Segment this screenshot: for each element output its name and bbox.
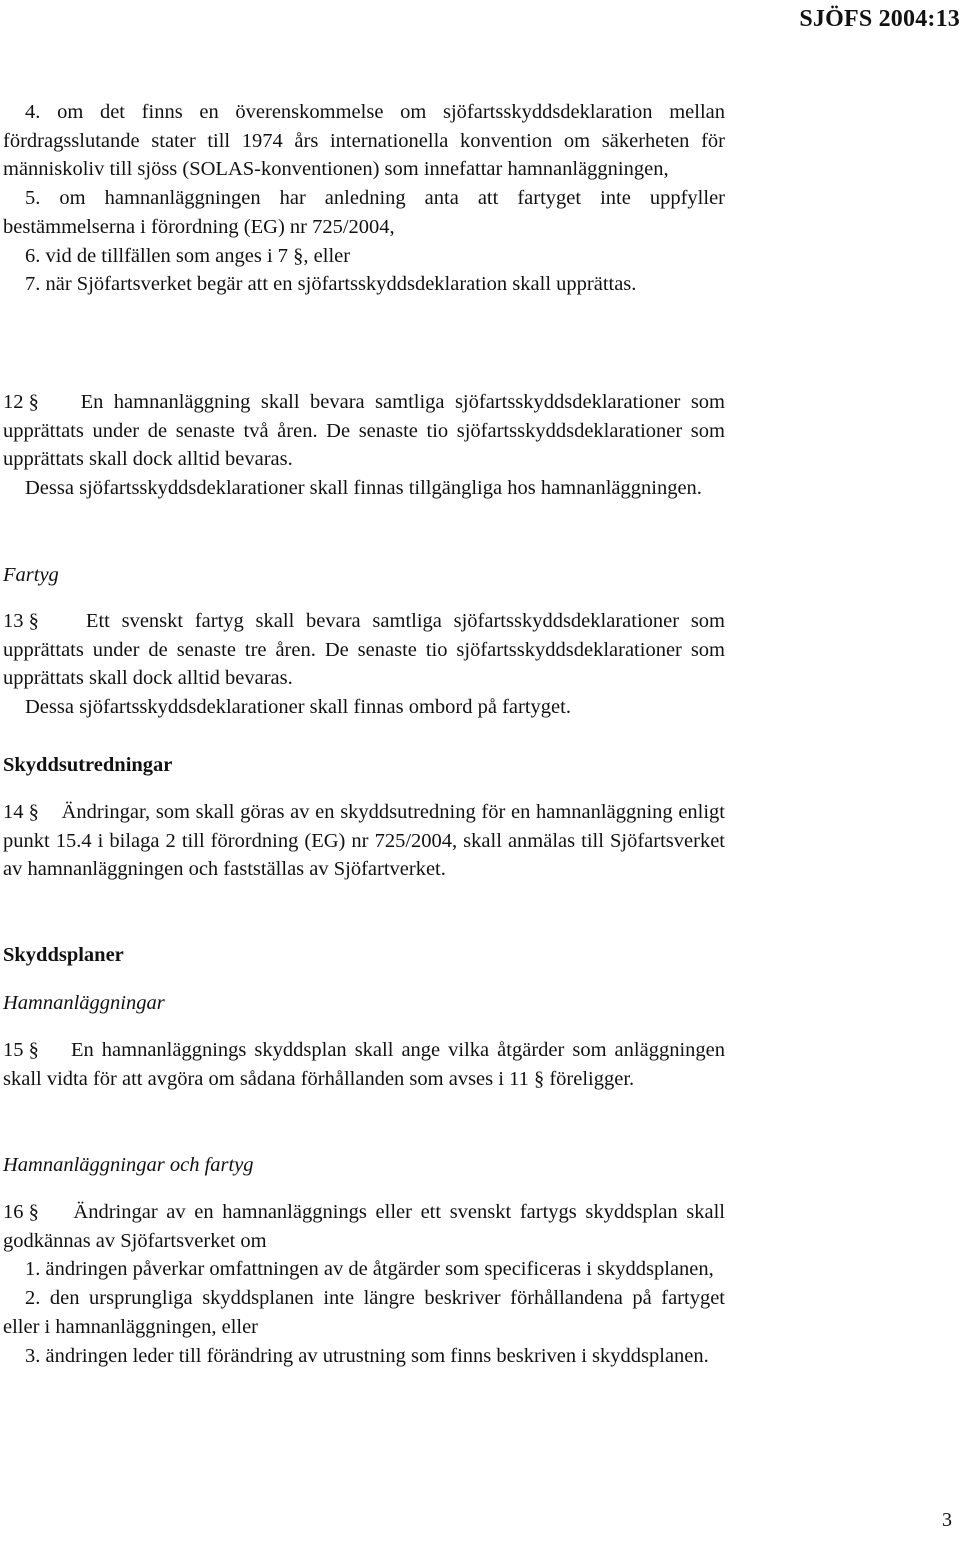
list-items-4-7 (3, 98, 725, 299)
list-item: 1. ändringen påverkar omfattningen av de åtgärder som specificeras i skyddsplanen, (25, 1258, 714, 1281)
section-number: 12 § (3, 391, 39, 413)
page-number: 3 (942, 1509, 952, 1531)
subheading-hamnanlaggningar-och-fartyg: Hamnanläggningar och fartyg (3, 1154, 254, 1176)
section-text: Ändringar, som skall göras av en skyddsutredning för en hamnanläggning enligt punkt 15.4 i bilaga 2 till förordning (EG) nr 725/2004, skall anmälas till Sjöfartsverket av hamnanläggningen och fastställas av Sjöfartverket. (3, 801, 725, 881)
subheading-fartyg: Fartyg (3, 564, 59, 586)
section-text: En hamnanläggning skall bevara samtliga sjöfartsskyddsdeklarationer som upprättats under de senaste två åren. De senaste tio sjöfartsskyddsdeklarationer som upprättats skall dock alltid bevaras. (3, 391, 725, 471)
list-item: 2. den ursprungliga skyddsplanen inte längre beskriver förhållandena på fartyget eller i hamnanläggningen, eller (3, 1287, 725, 1338)
section-14 (3, 798, 725, 884)
section-13 (3, 607, 725, 722)
heading-skyddsplaner: Skyddsplaner (3, 944, 124, 966)
section-number: 15 § (3, 1039, 39, 1061)
list-item: 4. om det finns en överenskommelse om sjöfartsskyddsdeklaration mellan fördragsslutande stater till 1974 års internationella konvention om säkerheten för människoliv till sjöss (SOLAS-konventionen) som innefattar hamnanläggningen, (3, 101, 725, 181)
section-text: Ändringar av en hamnanläggnings eller ett svenskt fartygs skyddsplan skall godkännas av Sjöfartsverket om (3, 1201, 725, 1252)
section-text: Ett svenskt fartyg skall bevara samtliga sjöfartsskyddsdeklarationer som upprättats under de senaste tre åren. De senaste tio sjöfartsskyddsdeklarationer som upprättats skall dock alltid bevaras. (3, 610, 726, 690)
list-item: 5. om hamnanläggningen har anledning anta att fartyget inte uppfyller bestämmelserna i förordning (EG) nr 725/2004, (3, 187, 725, 238)
heading-skyddsutredningar: Skyddsutredningar (3, 754, 173, 776)
document-header: SJÖFS 2004:13 (799, 6, 960, 32)
section-number: 14 § (3, 801, 39, 823)
section-text: Dessa sjöfartsskyddsdeklarationer skall finnas ombord på fartyget. (25, 696, 571, 719)
subheading-hamnanlaggningar: Hamnanläggningar (3, 992, 165, 1014)
section-15 (3, 1036, 725, 1093)
section-text: En hamnanläggnings skyddsplan skall ange vilka åtgärder som anläggningen skall vidta för att avgöra om sådana förhållanden som avses i 11 § föreligger. (3, 1039, 725, 1090)
section-number: 16 § (3, 1201, 39, 1223)
list-item: 3. ändringen leder till förändring av utrustning som finns beskriven i skyddsplanen. (25, 1344, 709, 1367)
section-text: Dessa sjöfartsskyddsdeklarationer skall finnas tillgängliga hos hamnanläggningen. (25, 477, 702, 500)
section-16 (3, 1198, 725, 1370)
section-12 (3, 388, 725, 503)
section-number: 13 § (3, 610, 39, 632)
list-item: 6. vid de tillfällen som anges i 7 §, eller (25, 244, 351, 267)
list-item: 7. när Sjöfartsverket begär att en sjöfartsskyddsdeklaration skall upprättas. (25, 273, 637, 296)
